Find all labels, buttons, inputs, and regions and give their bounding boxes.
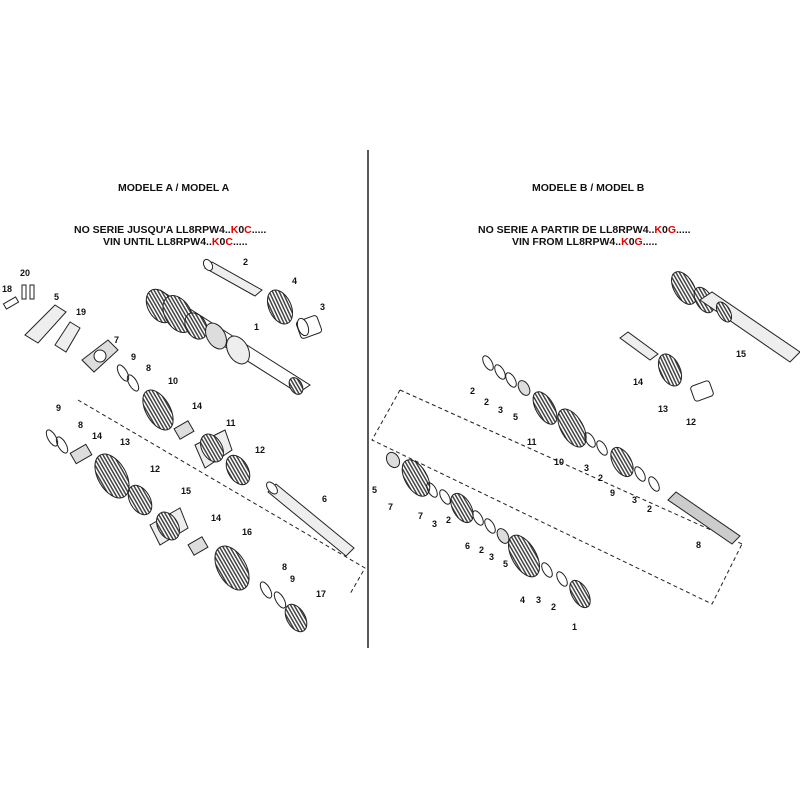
- gear-10: [552, 404, 592, 451]
- vin-code-g: G: [634, 236, 643, 248]
- callout-label: 6: [322, 494, 328, 504]
- washer: [647, 475, 662, 493]
- callout-label: 2: [479, 545, 485, 555]
- gear-16: [208, 540, 256, 596]
- callout-label: 9: [56, 403, 62, 413]
- callout-label: 1: [254, 322, 260, 332]
- bushing-12: [690, 380, 714, 402]
- callout-label: 11: [226, 418, 236, 428]
- callout-label: 14: [211, 513, 222, 523]
- output-shaft: [668, 492, 740, 544]
- callout-label: 9: [610, 488, 616, 498]
- callout-label: 2: [647, 504, 653, 514]
- callout-label: 8: [146, 363, 152, 373]
- vin-prefix: VIN FROM LL8RPW4..: [512, 236, 622, 248]
- callout-label: 15: [181, 486, 192, 496]
- callout-label: 7: [388, 502, 394, 512]
- bearing: [516, 379, 533, 398]
- snap-ring: [115, 363, 131, 383]
- washer: [125, 373, 141, 393]
- vin-suffix: .....: [232, 236, 248, 248]
- input-shaft: [666, 267, 800, 362]
- serial-code-0: 0: [238, 224, 245, 236]
- gear-10: [137, 385, 180, 435]
- callout-label: 14: [192, 401, 203, 411]
- callout-label: 10: [554, 457, 565, 467]
- serial-code-k: K: [654, 224, 662, 236]
- callout-label: 17: [316, 589, 327, 599]
- washer: [258, 580, 274, 600]
- callout-label: 11: [527, 437, 537, 447]
- needle-bearing: [70, 444, 92, 463]
- callout-label: 19: [76, 307, 87, 317]
- callout-label: 3: [489, 552, 495, 562]
- shift-assembly: [3, 285, 118, 372]
- model-a-title: MODELE A / MODEL A: [118, 182, 230, 194]
- callout-label: 3: [498, 405, 504, 415]
- callout-label: 2: [470, 386, 476, 396]
- shaft-pin: [620, 332, 658, 360]
- callout-label: 2: [484, 397, 490, 407]
- callout-label: 14: [92, 431, 103, 441]
- gear-1: [566, 577, 595, 611]
- output-shaft: [264, 480, 354, 556]
- washer: [555, 570, 570, 588]
- bushing-3: [295, 315, 322, 339]
- serial-suffix: .....: [251, 224, 267, 236]
- callout-label: 5: [513, 412, 519, 422]
- model-b-drawing: [372, 267, 800, 611]
- serial-prefix: NO SERIE A PARTIR DE LL8RPW4..: [478, 224, 655, 236]
- callout-label: 3: [432, 519, 438, 529]
- serial-code-0: 0: [661, 224, 668, 236]
- snap-ring: [595, 439, 610, 457]
- serial-code-c: C: [244, 224, 252, 236]
- callout-label: 4: [520, 595, 526, 605]
- callout-label: 7: [418, 511, 424, 521]
- callout-label: 8: [696, 540, 702, 550]
- needle-bearing: [188, 537, 208, 555]
- callout-label: 20: [20, 268, 31, 278]
- gear-13: [654, 350, 686, 389]
- gear-12: [221, 451, 254, 489]
- callout-label: 15: [736, 349, 747, 359]
- snap-ring: [633, 465, 648, 483]
- callout-label: 3: [584, 463, 590, 473]
- washer: [493, 363, 508, 381]
- callout-label: 3: [320, 302, 326, 312]
- vin-suffix: .....: [642, 236, 658, 248]
- snap-ring: [438, 488, 453, 506]
- vin-prefix: VIN UNTIL LL8RPW4..: [103, 236, 212, 248]
- callout-label: 13: [658, 404, 669, 414]
- shaft-pin: [202, 258, 262, 296]
- callout-label: 2: [243, 257, 249, 267]
- vin-code-0: 0: [219, 236, 226, 248]
- callout-label: 9: [131, 352, 137, 362]
- snap-ring: [540, 561, 555, 579]
- vin-code-c: C: [225, 236, 233, 248]
- snap-ring: [504, 371, 519, 389]
- callout-label: 12: [150, 464, 161, 474]
- snap-ring: [483, 517, 498, 535]
- callout-label: 2: [446, 515, 452, 525]
- gear-11: [528, 388, 562, 428]
- callout-label: 2: [598, 473, 604, 483]
- callout-label: 12: [686, 417, 697, 427]
- synchro-hub-15: [150, 508, 188, 545]
- callout-label: 7: [114, 335, 120, 345]
- callout-label: 2: [551, 602, 557, 612]
- callout-label: 3: [632, 495, 638, 505]
- snap-ring: [272, 590, 288, 610]
- callout-label: 16: [242, 527, 253, 537]
- serial-suffix: .....: [676, 224, 691, 236]
- serial-prefix: NO SERIE JUSQU'A LL8RPW4..: [74, 224, 231, 236]
- callout-label: 6: [465, 541, 471, 551]
- callout-label: 14: [633, 377, 644, 387]
- callout-label: 5: [372, 485, 378, 495]
- synchro-hub: [606, 444, 638, 481]
- callout-label: 13: [120, 437, 131, 447]
- callout-label: 8: [282, 562, 288, 572]
- washer: [481, 354, 496, 372]
- callout-label: 9: [290, 574, 296, 584]
- washer: [54, 435, 70, 455]
- callout-label: 5: [503, 559, 509, 569]
- callout-label: 4: [292, 276, 298, 286]
- callout-label: 12: [255, 445, 266, 455]
- gear-4: [262, 286, 297, 328]
- callout-label: 1: [572, 622, 578, 632]
- model-b-title: MODELE B / MODEL B: [532, 182, 645, 194]
- callout-label: 3: [536, 595, 542, 605]
- callout-label: 10: [168, 376, 179, 386]
- model-a-drawing: [3, 258, 365, 636]
- callout-label: 8: [78, 420, 84, 430]
- callout-label: 18: [2, 284, 13, 294]
- serial-code-g: G: [667, 224, 676, 236]
- vin-code-k: K: [211, 236, 220, 248]
- callout-label: 5: [54, 292, 60, 302]
- vin-code-0: 0: [628, 236, 635, 248]
- vin-code-k: K: [621, 236, 629, 248]
- serial-code-k: K: [230, 224, 239, 236]
- needle-bearing: [174, 421, 194, 439]
